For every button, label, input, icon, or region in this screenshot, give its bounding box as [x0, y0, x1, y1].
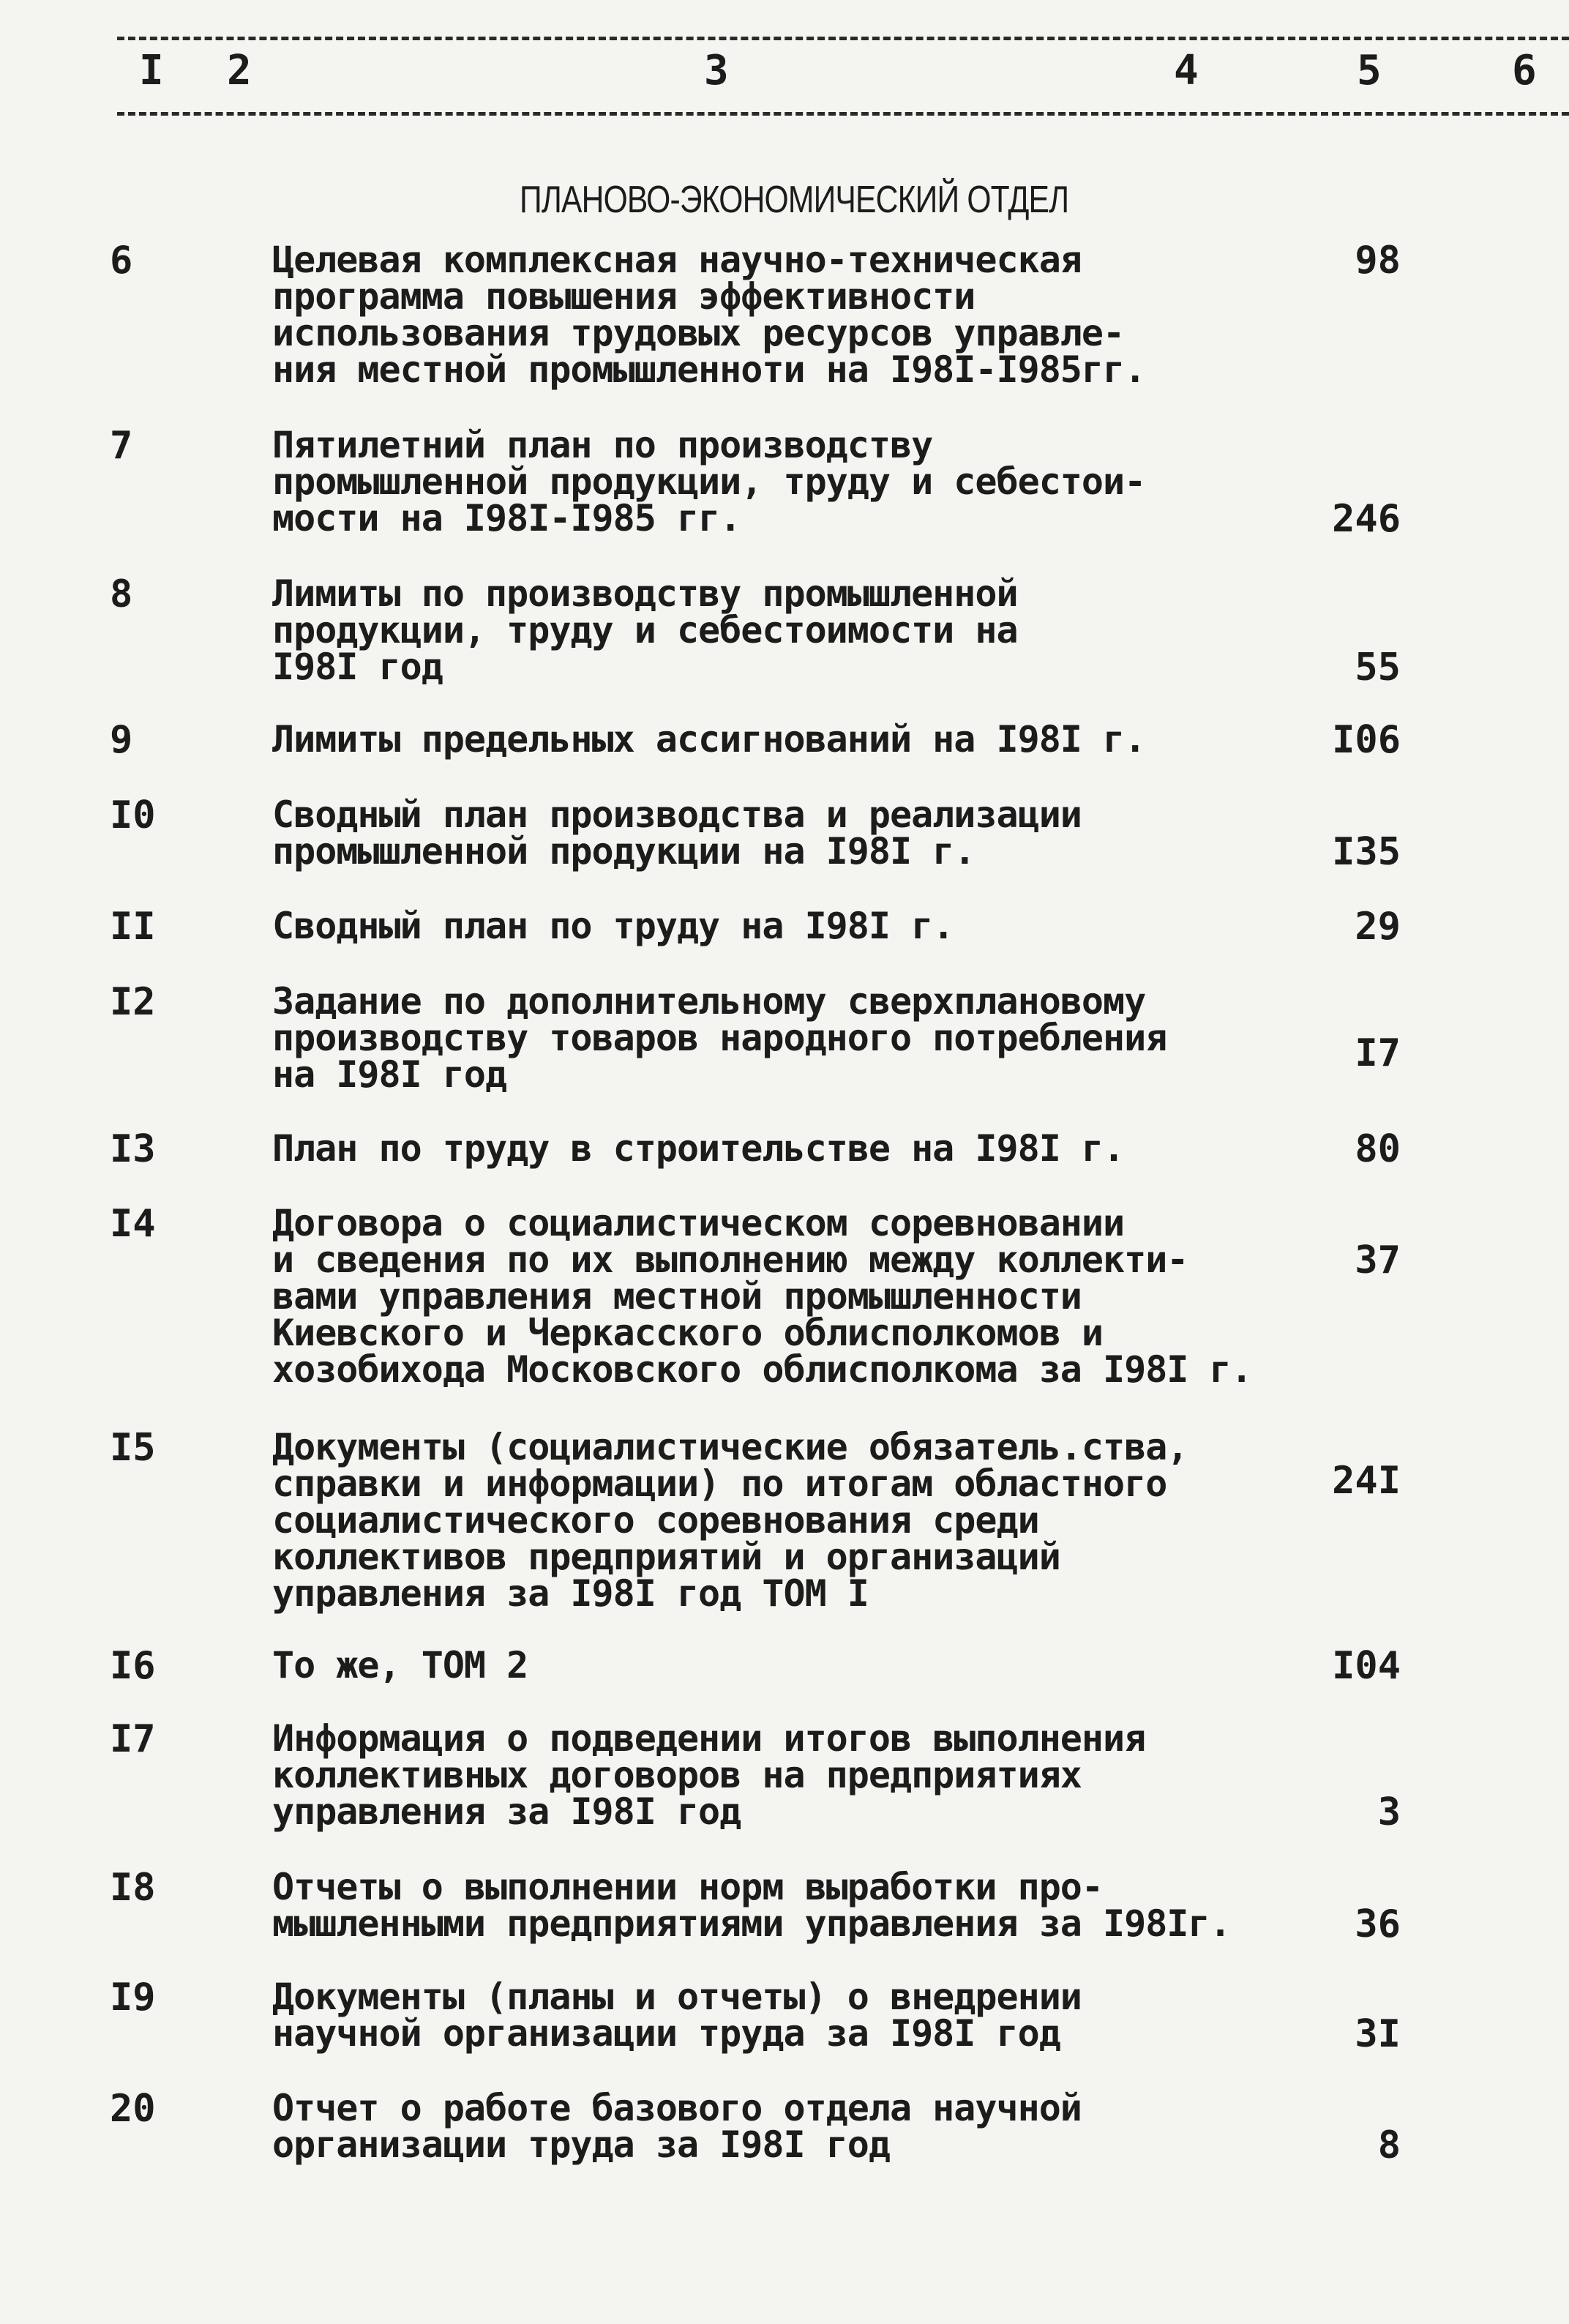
- row-title: Сводный план по труду на I98I г.: [272, 905, 954, 947]
- row-number: I3: [110, 1127, 156, 1171]
- column-number-6: 6: [1512, 47, 1537, 94]
- row-number: 9: [110, 718, 133, 762]
- column-number-2: 2: [227, 47, 252, 94]
- row-number: I4: [110, 1202, 156, 1246]
- row-sheet-count: 246: [1332, 497, 1401, 541]
- row-sheet-count: 37: [1355, 1238, 1401, 1282]
- row-title: Сводный план производства и реализации промышленной продукции на I98I г.: [272, 793, 1082, 873]
- section-title: ПЛАНОВО-ЭКОНОМИЧЕСКИЙ ОТДЕЛ: [520, 179, 1069, 221]
- row-sheet-count: 36: [1355, 1902, 1401, 1946]
- row-number: 6: [110, 239, 133, 283]
- row-title: Информация о подведении итогов выполнения коллективных договоров на предприятиях управления за I98I год: [272, 1717, 1146, 1833]
- row-number: I9: [110, 1976, 156, 2020]
- row-title: Задание по дополнительному сверхплановому производству товаров народного потребления на I98I год: [272, 980, 1167, 1096]
- row-title: Отчеты о выполнении норм выработки про- мышленными предприятиями управления за I98Iг.: [272, 1866, 1231, 1945]
- row-number: I6: [110, 1644, 156, 1688]
- row-number: I8: [110, 1866, 156, 1910]
- row-title: Пятилетний план по производству промышленной продукции, труду и себестои- мости на I98I-I985 гг.: [272, 424, 1146, 539]
- row-title: Договора о социалистическом соревновании и сведения по их выполнению между коллекти- вами управления местной промышленности Киевского и Черкасского облисполкомов и хозобихода Московского облисполкома за I98I г.: [272, 1202, 1252, 1391]
- row-title: Лимиты предельных ассигнований на I98I г.: [272, 718, 1146, 761]
- row-sheet-count: 8: [1377, 2123, 1401, 2167]
- row-number: 8: [110, 572, 133, 616]
- row-title: Лимиты по производству промышленной продукции, труду и себестоимости на I98I год: [272, 572, 1018, 688]
- row-sheet-count: I35: [1332, 830, 1401, 874]
- row-number: I0: [110, 793, 156, 837]
- row-sheet-count: 3: [1377, 1790, 1401, 1834]
- row-sheet-count: 29: [1355, 905, 1401, 949]
- row-title: Документы (планы и отчеты) о внедрении научной организации труда за I98I год: [272, 1976, 1082, 2055]
- row-number: I2: [110, 980, 156, 1024]
- column-number-5: 5: [1357, 47, 1382, 94]
- header-bottom-rule: [117, 112, 1569, 116]
- header-top-rule: [117, 37, 1569, 40]
- row-title: Целевая комплексная научно-техническая программа повышения эффективности использования трудовых ресурсов управле- ния местной промышленноти на I98I-I985гг.: [272, 239, 1146, 391]
- row-number: I7: [110, 1717, 156, 1761]
- row-sheet-count: 80: [1355, 1127, 1401, 1171]
- row-title: То же, ТОМ 2: [272, 1644, 528, 1686]
- row-number: 7: [110, 424, 133, 468]
- row-number: II: [110, 905, 156, 949]
- row-sheet-count: 98: [1355, 239, 1401, 283]
- row-sheet-count: 24I: [1332, 1459, 1401, 1503]
- row-sheet-count: I04: [1332, 1644, 1401, 1688]
- row-sheet-count: I06: [1332, 718, 1401, 762]
- row-number: I5: [110, 1426, 156, 1470]
- column-number-3: 3: [704, 47, 729, 94]
- column-number-4: 4: [1174, 47, 1199, 94]
- row-sheet-count: 55: [1355, 646, 1401, 690]
- column-number-1: I: [139, 47, 164, 94]
- row-title: Документы (социалистические обязатель.ства, справки и информации) по итогам областного социалистического соревнования среди коллективов предприятий и организаций управления за I98I год ТОМ I: [272, 1426, 1188, 1615]
- row-sheet-count: I7: [1355, 1031, 1401, 1075]
- row-title: Отчет о работе базового отдела научной организации труда за I98I год: [272, 2087, 1082, 2166]
- row-sheet-count: 3I: [1355, 2012, 1401, 2056]
- row-title: План по труду в строительстве на I98I г.: [272, 1127, 1125, 1170]
- row-number: 20: [110, 2087, 156, 2131]
